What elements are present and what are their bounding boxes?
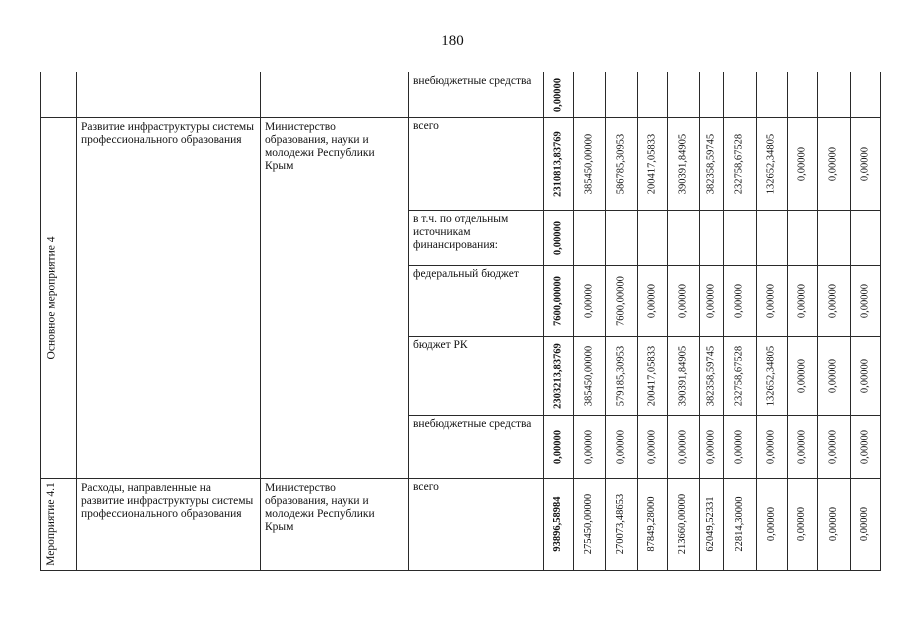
year-value: 0,00000 xyxy=(827,146,839,181)
block-name: Расходы, направленные на развитие инфраструктуры системы профессионального образования xyxy=(81,482,254,520)
year-value: 0,00000 xyxy=(796,283,807,318)
funding-source: в т.ч. по отдельным источникам финансирования: xyxy=(413,213,509,251)
table-rule xyxy=(817,72,818,571)
row-total: 0,00000 xyxy=(552,77,563,112)
year-value: 270073,48653 xyxy=(615,493,626,555)
year-value: 390391,84905 xyxy=(677,133,688,194)
table-rule xyxy=(723,72,724,571)
row-total: 7600,00000 xyxy=(552,275,563,326)
funding-source: всего xyxy=(413,120,439,132)
year-value: 0,00000 xyxy=(733,283,745,318)
block-executor: Министерство образования, науки и молодежи Республики Крым xyxy=(265,482,375,533)
funding-source: федеральный бюджет xyxy=(413,268,519,280)
table-rule xyxy=(850,72,851,571)
year-value: 87849,28000 xyxy=(646,496,657,552)
table-rule xyxy=(637,72,638,571)
year-value: 132652,34805 xyxy=(765,345,777,406)
table-rule xyxy=(880,72,881,571)
row-total: 2310813,83769 xyxy=(552,130,563,197)
table-rule xyxy=(787,72,788,571)
year-value: 7600,00000 xyxy=(615,275,626,326)
year-value: 0,00000 xyxy=(677,283,688,318)
year-value: 62049,52331 xyxy=(705,496,716,552)
table-rule xyxy=(260,72,261,571)
block-name: Развитие инфраструктуры системы профессионального образования xyxy=(81,121,254,146)
year-value: 132652,34805 xyxy=(765,133,777,194)
year-value: 0,00000 xyxy=(705,429,716,464)
year-value: 0,00000 xyxy=(859,429,870,464)
table-rule xyxy=(699,72,700,571)
year-value: 200417,05833 xyxy=(646,345,657,406)
year-value: 382358,59745 xyxy=(705,133,716,194)
block-label: Основное мероприятие 4 xyxy=(45,236,57,359)
year-value: 390391,84905 xyxy=(677,345,688,406)
year-value: 0,00000 xyxy=(583,283,594,318)
year-value: 22814,30000 xyxy=(733,496,745,552)
year-value: 275450,00000 xyxy=(583,493,594,555)
year-value: 0,00000 xyxy=(765,429,777,464)
year-value: 579185,30953 xyxy=(615,345,626,406)
table-rule xyxy=(40,72,41,571)
table-rule xyxy=(40,478,881,479)
table-rule xyxy=(76,72,77,571)
row-total: 2303213,83769 xyxy=(552,342,563,409)
year-value: 385450,00000 xyxy=(583,133,594,194)
table-rule xyxy=(756,72,757,571)
table-rule xyxy=(408,336,881,337)
table-rule xyxy=(667,72,668,571)
table-rule xyxy=(408,72,409,571)
year-value: 0,00000 xyxy=(859,283,870,318)
year-value: 0,00000 xyxy=(765,506,777,542)
page-number: 180 xyxy=(441,33,464,49)
year-value: 0,00000 xyxy=(796,429,807,464)
funding-source: бюджет РК xyxy=(413,339,468,351)
table-rule xyxy=(573,72,574,571)
year-value: 213660,00000 xyxy=(677,493,688,555)
year-value: 0,00000 xyxy=(859,358,870,393)
table-rule xyxy=(40,117,881,118)
year-value: 0,00000 xyxy=(765,283,777,318)
year-value: 0,00000 xyxy=(827,429,839,464)
year-value: 586785,30953 xyxy=(615,133,626,194)
table-rule xyxy=(408,210,881,211)
year-value: 200417,05833 xyxy=(646,133,657,194)
year-value: 0,00000 xyxy=(796,506,807,542)
year-value: 0,00000 xyxy=(859,506,870,542)
row-total: 93896,58984 xyxy=(552,496,563,552)
year-value: 0,00000 xyxy=(796,146,807,181)
row-total: 0,00000 xyxy=(552,429,563,464)
year-value: 0,00000 xyxy=(646,283,657,318)
table-rule xyxy=(605,72,606,571)
year-value: 0,00000 xyxy=(859,146,870,181)
year-value: 382358,59745 xyxy=(705,345,716,406)
year-value: 0,00000 xyxy=(705,283,716,318)
year-value: 0,00000 xyxy=(583,429,594,464)
table-rule xyxy=(40,570,881,571)
block-executor: Министерство образования, науки и молодежи Республики Крым xyxy=(265,121,375,172)
year-value: 0,00000 xyxy=(827,283,839,318)
year-value: 0,00000 xyxy=(827,358,839,393)
year-value: 0,00000 xyxy=(733,429,745,464)
year-value: 0,00000 xyxy=(796,358,807,393)
funding-source: внебюджетные средства xyxy=(413,418,532,430)
table-rule xyxy=(408,265,881,266)
funding-source: всего xyxy=(413,481,439,493)
year-value: 232758,67528 xyxy=(733,133,745,194)
year-value: 232758,67528 xyxy=(733,345,745,406)
year-value: 0,00000 xyxy=(827,506,839,542)
funding-source: внебюджетные средства xyxy=(413,75,532,87)
year-value: 0,00000 xyxy=(646,429,657,464)
table-rule xyxy=(543,72,544,571)
row-total: 0,00000 xyxy=(552,220,563,255)
year-value: 0,00000 xyxy=(677,429,688,464)
year-value: 385450,00000 xyxy=(583,345,594,406)
table-rule xyxy=(408,415,881,416)
year-value: 0,00000 xyxy=(615,429,626,464)
block-label: Мероприятие 4.1 xyxy=(45,482,57,566)
